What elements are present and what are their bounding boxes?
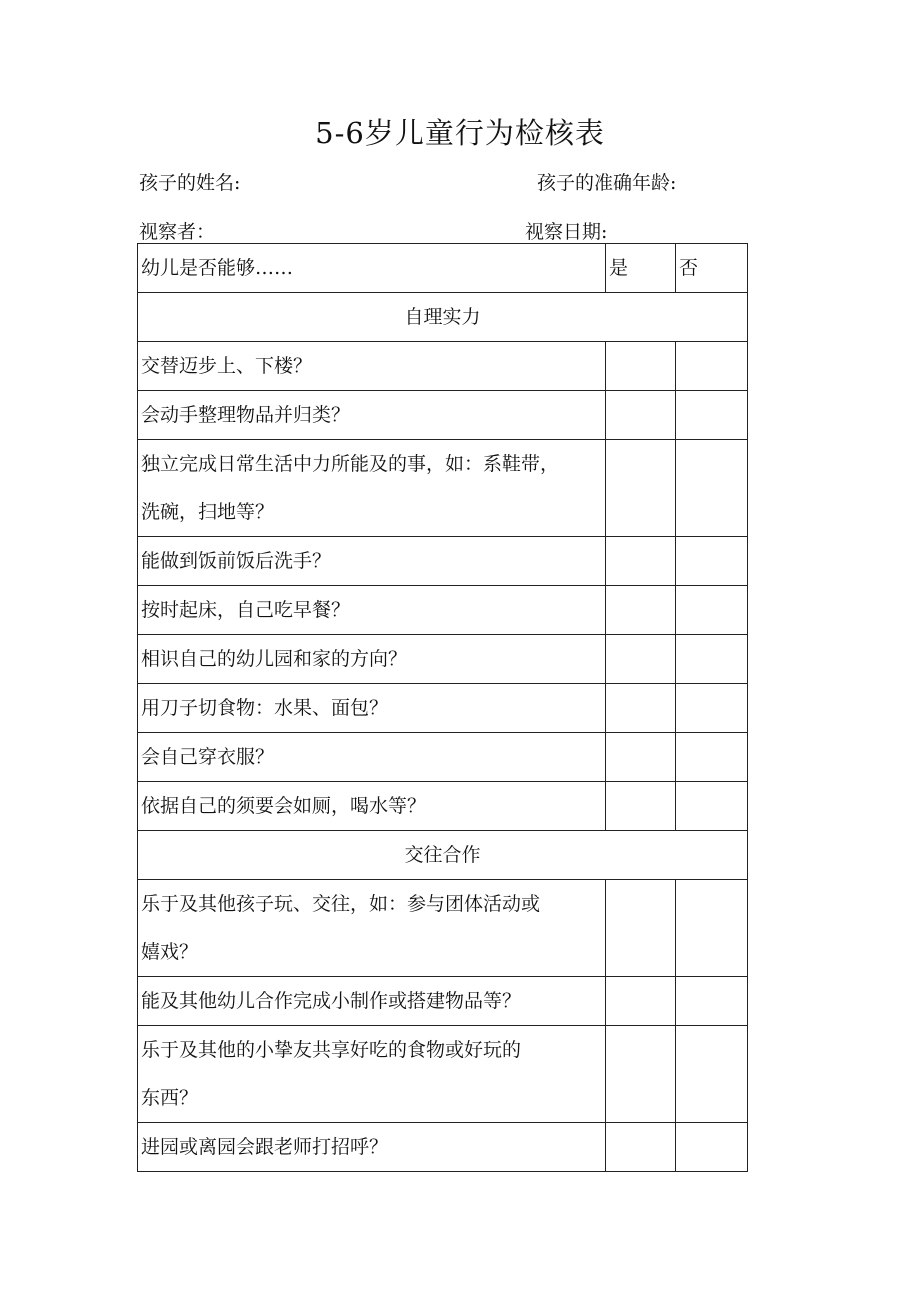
observer-label: 视察者： [139,221,216,243]
yes-check-cell[interactable] [606,684,676,733]
child-age-label: 孩子的准确年龄: [537,172,677,194]
behavior-checklist-table [137,243,748,1172]
yes-check-cell[interactable] [606,391,676,440]
question-line: 嬉戏？ [141,941,199,963]
section-row [138,293,748,342]
question-line: 东西？ [141,1087,199,1109]
yes-check-cell[interactable] [606,1123,676,1172]
no-check-cell[interactable] [676,733,748,782]
table-row [138,635,748,684]
question-cell: 用刀子切食物：水果、面包？ [138,684,606,733]
no-check-cell[interactable] [676,342,748,391]
yes-check-cell[interactable] [606,880,676,977]
question-cell: 按时起床，自己吃早餐？ [138,586,606,635]
page-title: 5-6岁儿童行为检核表 [315,116,605,150]
question-header: 幼儿是否能够…… [138,244,606,293]
table-row [138,391,748,440]
yes-check-cell[interactable] [606,586,676,635]
question-cell [138,1026,606,1123]
no-check-cell[interactable] [676,782,748,831]
no-check-cell[interactable] [676,440,748,537]
question-line: 洗碗，扫地等？ [141,501,275,523]
table-row [138,537,748,586]
child-name-label: 孩子的姓名: [139,172,241,194]
yes-check-cell[interactable] [606,440,676,537]
question-cell: 交替迈步上、下楼？ [138,342,606,391]
table-row [138,1026,748,1123]
question-cell: 依据自己的须要会如厕，喝水等？ [138,782,606,831]
yes-check-cell[interactable] [606,733,676,782]
question-line: 独立完成日常生活中力所能及的事，如：系鞋带， [141,453,560,475]
question-cell: 进园或离园会跟老师打招呼？ [138,1123,606,1172]
no-check-cell[interactable] [676,1123,748,1172]
table-row [138,586,748,635]
section-title-self-care: 自理实力 [138,293,748,342]
no-check-cell[interactable] [676,635,748,684]
no-check-cell[interactable] [676,880,748,977]
table-row [138,782,748,831]
no-check-cell[interactable] [676,586,748,635]
table-row [138,440,748,537]
question-line: 乐于及其他的小挚友共享好吃的食物或好玩的 [141,1039,522,1061]
table-row [138,733,748,782]
section-title-social: 交往合作 [138,831,748,880]
question-cell: 能做到饭前饭后洗手？ [138,537,606,586]
observe-date-label: 视察日期: [525,221,608,243]
yes-check-cell[interactable] [606,635,676,684]
yes-header: 是 [606,244,676,293]
question-cell [138,880,606,977]
question-line: 乐于及其他孩子玩、交往，如：参与团体活动或 [141,893,541,915]
section-row [138,831,748,880]
table-row [138,1123,748,1172]
no-header: 否 [676,244,748,293]
table-row [138,880,748,977]
table-row [138,684,748,733]
question-cell [138,440,606,537]
no-check-cell[interactable] [676,537,748,586]
no-check-cell[interactable] [676,1026,748,1123]
yes-check-cell[interactable] [606,782,676,831]
yes-check-cell[interactable] [606,977,676,1026]
no-check-cell[interactable] [676,391,748,440]
yes-check-cell[interactable] [606,537,676,586]
no-check-cell[interactable] [676,977,748,1026]
yes-check-cell[interactable] [606,1026,676,1123]
no-check-cell[interactable] [676,684,748,733]
question-cell: 相识自己的幼儿园和家的方向？ [138,635,606,684]
table-row [138,342,748,391]
table-header-row [138,244,748,293]
question-cell: 会动手整理物品并归类？ [138,391,606,440]
question-cell: 能及其他幼儿合作完成小制作或搭建物品等？ [138,977,606,1026]
question-cell: 会自己穿衣服？ [138,733,606,782]
table-row [138,977,748,1026]
yes-check-cell[interactable] [606,342,676,391]
